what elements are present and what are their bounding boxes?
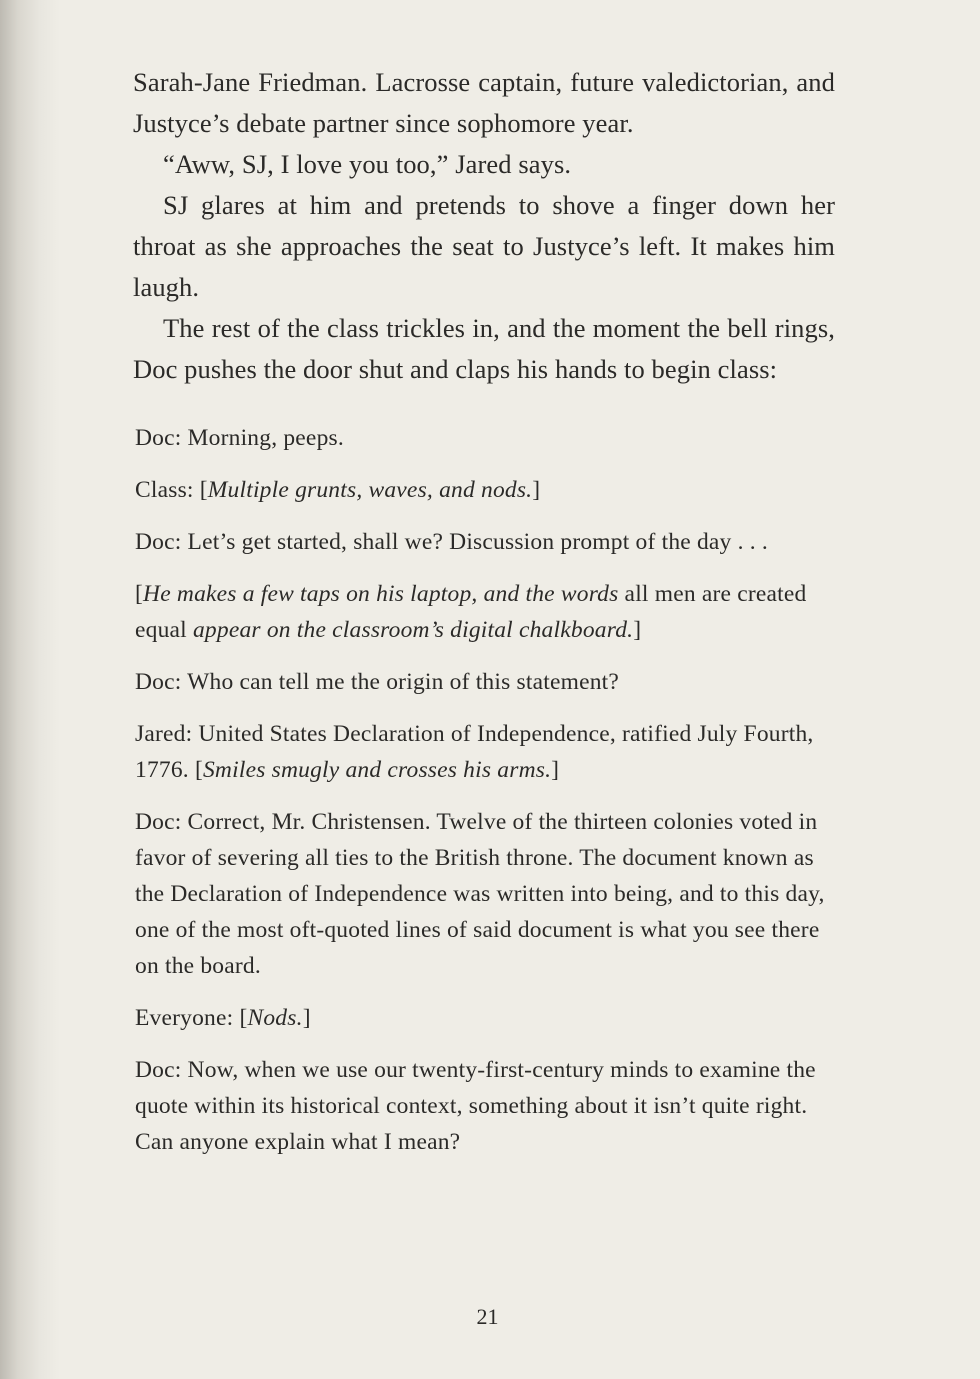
- script-line-1-text: Doc: Morning, peeps.: [135, 425, 344, 451]
- paragraph-4: The rest of the class trickles in, and the moment the bell rings, Doc pushes the door shut and claps his hands to begin class:: [133, 313, 835, 384]
- script-line-9: [135, 1052, 835, 1160]
- script-line-5: [135, 664, 835, 700]
- script-line-8-speaker: Everyone: [: [135, 1005, 248, 1031]
- paragraph-3: SJ glares at him and pretends to shove a finger down her throat as she approaches the seat to Justyce’s left. It makes him laugh.: [133, 190, 835, 302]
- script-line-1: [135, 420, 835, 456]
- script-line-4-direction-b: appear on the classroom’s digital chalkboard.: [192, 617, 634, 643]
- script-line-2: [135, 472, 835, 508]
- page-number: 21: [476, 1304, 499, 1329]
- dialogue-script: [135, 420, 835, 1160]
- page-text: [133, 62, 835, 1176]
- script-line-6-close: ]: [551, 757, 560, 783]
- paragraph-2: “Aww, SJ, I love you too,” Jared says.: [163, 149, 572, 179]
- page-gutter-shadow: [0, 0, 60, 1379]
- script-line-8: [135, 1000, 835, 1036]
- script-line-4: [135, 576, 835, 648]
- paragraph-1: Sarah-Jane Friedman. Lacrosse captain, future valedictorian, and Justyce’s debate partner since sophomore year.: [133, 67, 835, 138]
- script-line-6: [135, 716, 835, 788]
- script-line-2-direction: Multiple grunts, waves, and nods.: [207, 477, 533, 503]
- script-line-2-speaker: Class: [: [135, 477, 208, 503]
- script-line-2-close: ]: [532, 477, 541, 503]
- script-line-8-direction: Nods.: [247, 1005, 303, 1031]
- script-line-5-text: Doc: Who can tell me the origin of this statement?: [135, 669, 620, 695]
- script-line-8-close: ]: [302, 1005, 311, 1031]
- script-line-9-text: Doc: Now, when we use our twenty-first-century minds to examine the quote within its historical context, something about it isn’t quite right. Can anyone explain what I mean?: [135, 1057, 816, 1155]
- script-line-4-close: ]: [633, 617, 642, 643]
- script-line-7: [135, 804, 835, 984]
- script-line-6-direction: Smiles smugly and crosses his arms.: [202, 757, 552, 783]
- script-line-3-text: Doc: Let’s get started, shall we? Discussion prompt of the day . . .: [135, 529, 768, 555]
- script-line-6-speech: Jared: United States Declaration of Independence, ratified July Fourth, 1776. [: [135, 721, 814, 783]
- script-line-3: [135, 524, 835, 560]
- script-line-4-open: [: [135, 581, 144, 607]
- script-line-7-text: Doc: Correct, Mr. Christensen. Twelve of the thirteen colonies voted in favor of severing all ties to the British throne. The document known as the Declaration of Independence was written into being, and to this day, one of the most oft-quoted lines of said document is what you see there on the board.: [135, 809, 825, 979]
- script-line-4-direction-a: He makes a few taps on his laptop, and the words: [143, 581, 619, 607]
- script-line-4-quote: all men are created equal: [135, 581, 807, 643]
